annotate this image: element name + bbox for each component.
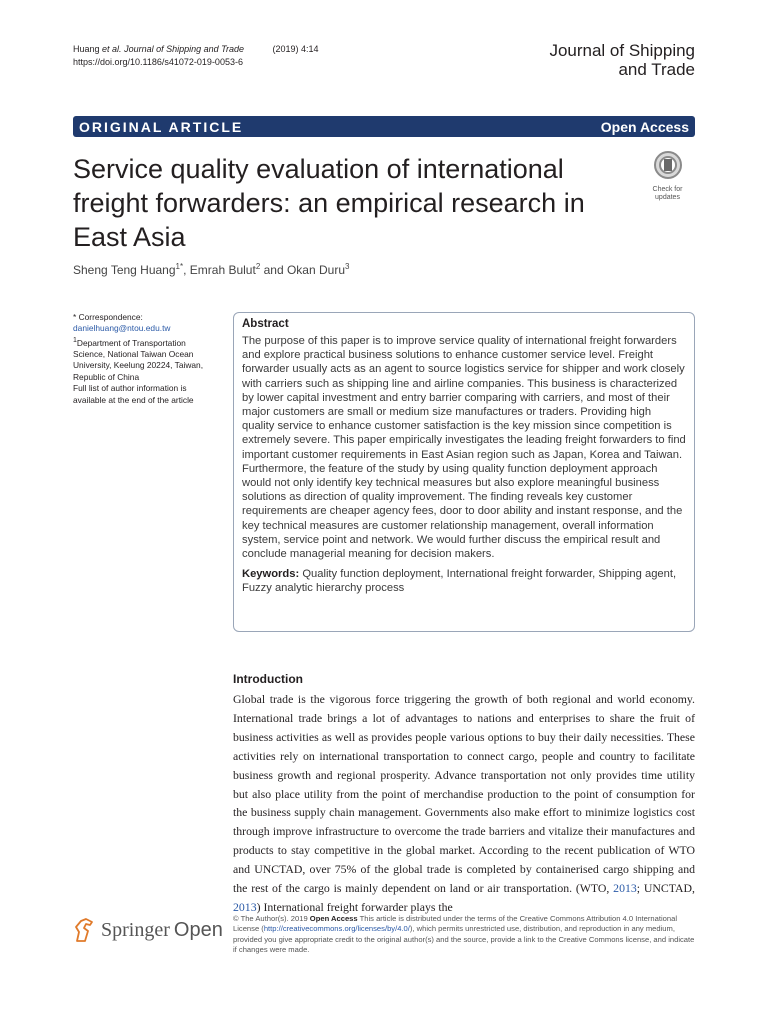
author-name[interactable]: Okan Duru	[286, 263, 345, 277]
affiliation-sup: 1	[73, 336, 77, 344]
running-header	[73, 43, 319, 69]
author-separator: ,	[183, 263, 190, 277]
journal-name-line2: and Trade	[618, 60, 695, 79]
header-authors: Huang	[73, 44, 100, 54]
badge-text-1: Check for	[652, 186, 683, 193]
abstract-text: The purpose of this paper is to improve service quality of international freight forwarders and explore practical business solutions to enhance customer service level. Freight forwarder usually acts as an agent to source logistics service for shipper and work closely with carriers such as shipping line and airline companies. This business is characterized by lower capital investment and entry barrier comparing with carriers, and most of their major customers are small or medium size manufactures or traders. Providing high quality service to enhance customer satisfaction is the key mission since competition is extremely severe. This paper empirically investigates the leading freight forwarders to find important customer requirements in East Asian region such as Japan, Korea and Taiwan. Furthermore, the feature of the study by using quality function deployment approach would not only identify key technical measures but also explore meaningful business solutions as direction of quality improvement. The finding reveals key customer requirements are cheaper agency fees, door to door ability and instant response, and the key technical measures are customer relationship management, overall information system, service point and network. We would further discuss the empirical result and conclude managerial meaning for decision makers.	[242, 335, 686, 561]
copyright: © The Author(s). 2019	[233, 914, 310, 923]
journal-name	[549, 41, 695, 79]
publisher-name: Springer	[101, 918, 170, 941]
citation-link-wto[interactable]: 2013	[613, 881, 637, 896]
author-name[interactable]: Emrah Bulut	[189, 263, 256, 277]
author-sup: 3	[345, 262, 350, 271]
article-type: ORIGINAL ARTICLE	[79, 118, 244, 135]
introduction-text	[233, 690, 695, 917]
journal-name-line1: Journal of Shipping	[549, 41, 695, 60]
springer-horse-icon	[73, 917, 95, 943]
abstract-box	[233, 312, 695, 632]
correspondence-label: * Correspondence:	[73, 312, 143, 322]
author-name[interactable]: Sheng Teng Huang	[73, 263, 176, 277]
license-link[interactable]: http://creativecommons.org/licenses/by/4.0/	[263, 924, 410, 934]
author-sup: 1*	[175, 262, 184, 271]
affiliation-text: Department of Transportation Science, National Taiwan Ocean University, Keelung 20224, Taiwan, Republic of China	[73, 337, 204, 382]
article-title: Service quality evaluation of international freight forwarders: an empirical research in East Asia	[73, 154, 585, 252]
license-text-2: ), which permits unrestricted use, distribution, and reproduction in any medium, provided you give appropriate credit to the original author(s) and the source, provide a link to the Creative Commons license, and indicate if changes were made.	[233, 924, 695, 954]
author-separator: and	[260, 263, 287, 277]
header-journal: Journal of Shipping and Trade	[124, 44, 244, 54]
license-footer	[233, 914, 695, 955]
author-list	[73, 262, 349, 277]
check-updates-icon	[653, 150, 683, 180]
license-text-1: This article is distributed under the terms of the Creative Commons Attribution 4.0 International License (	[233, 914, 678, 934]
author-info-sidebar	[73, 312, 213, 406]
intro-mid: ; UNCTAD,	[636, 881, 695, 896]
correspondence-email[interactable]: danielhuang@ntou.edu.tw	[73, 323, 171, 334]
article-type-banner	[73, 116, 695, 137]
publisher-suffix: Open	[173, 918, 223, 941]
badge-text-2: updates	[655, 194, 680, 201]
footer-open-access: Open Access	[309, 914, 358, 923]
header-citation: (2019) 4:14	[272, 44, 319, 54]
correspondence	[73, 312, 213, 335]
check-for-updates-badge[interactable]	[640, 150, 695, 202]
keywords-text: Quality function deployment, International freight forwarder, Shipping agent, Fuzzy analytic hierarchy process	[242, 568, 677, 595]
springer-open-logo	[73, 917, 223, 943]
abstract-heading: Abstract	[242, 318, 289, 330]
header-et-al: et al.	[102, 44, 122, 54]
open-access-label: Open Access	[600, 118, 689, 135]
intro-body: Global trade is the vigorous force triggering the growth of both regional and world economy. International trade brings a lot of advantages to nations and enterprises to share the fruit of business activities as well as provides people various options to buy their daily necessities. These activities rely on international transportation to connect cargo, people and country to facilitate business growth and regional prosperity. Advance transportation not only provides time utility but also place utility from the point of merchandise production to the point of consumption for the business supply chain management. Governments also make effort to minimize logistics cost through improve infrastructure to overcome the trade barriers and vitalize their manufactures and products to stay competitive in the global market. According to the recent publication of WTO and UNCTAD, over 75% of the global trade is completed by containerised cargo shipping and the rest of the cargo is mainly dependent on land or air transportation. (WTO,	[233, 692, 695, 896]
author-sup: 2	[255, 262, 261, 271]
keywords	[242, 567, 686, 595]
citation-link-unctad[interactable]: 2013	[233, 899, 257, 914]
full-author-info-note: Full list of author information is available at the end of the article	[73, 383, 194, 405]
keywords-label: Keywords:	[242, 568, 300, 581]
introduction-heading: Introduction	[233, 672, 303, 686]
intro-tail: ) International freight forwarder plays the	[256, 899, 453, 914]
header-doi[interactable]: https://doi.org/10.1186/s41072-019-0053-6	[73, 57, 243, 67]
affiliation	[73, 335, 213, 383]
